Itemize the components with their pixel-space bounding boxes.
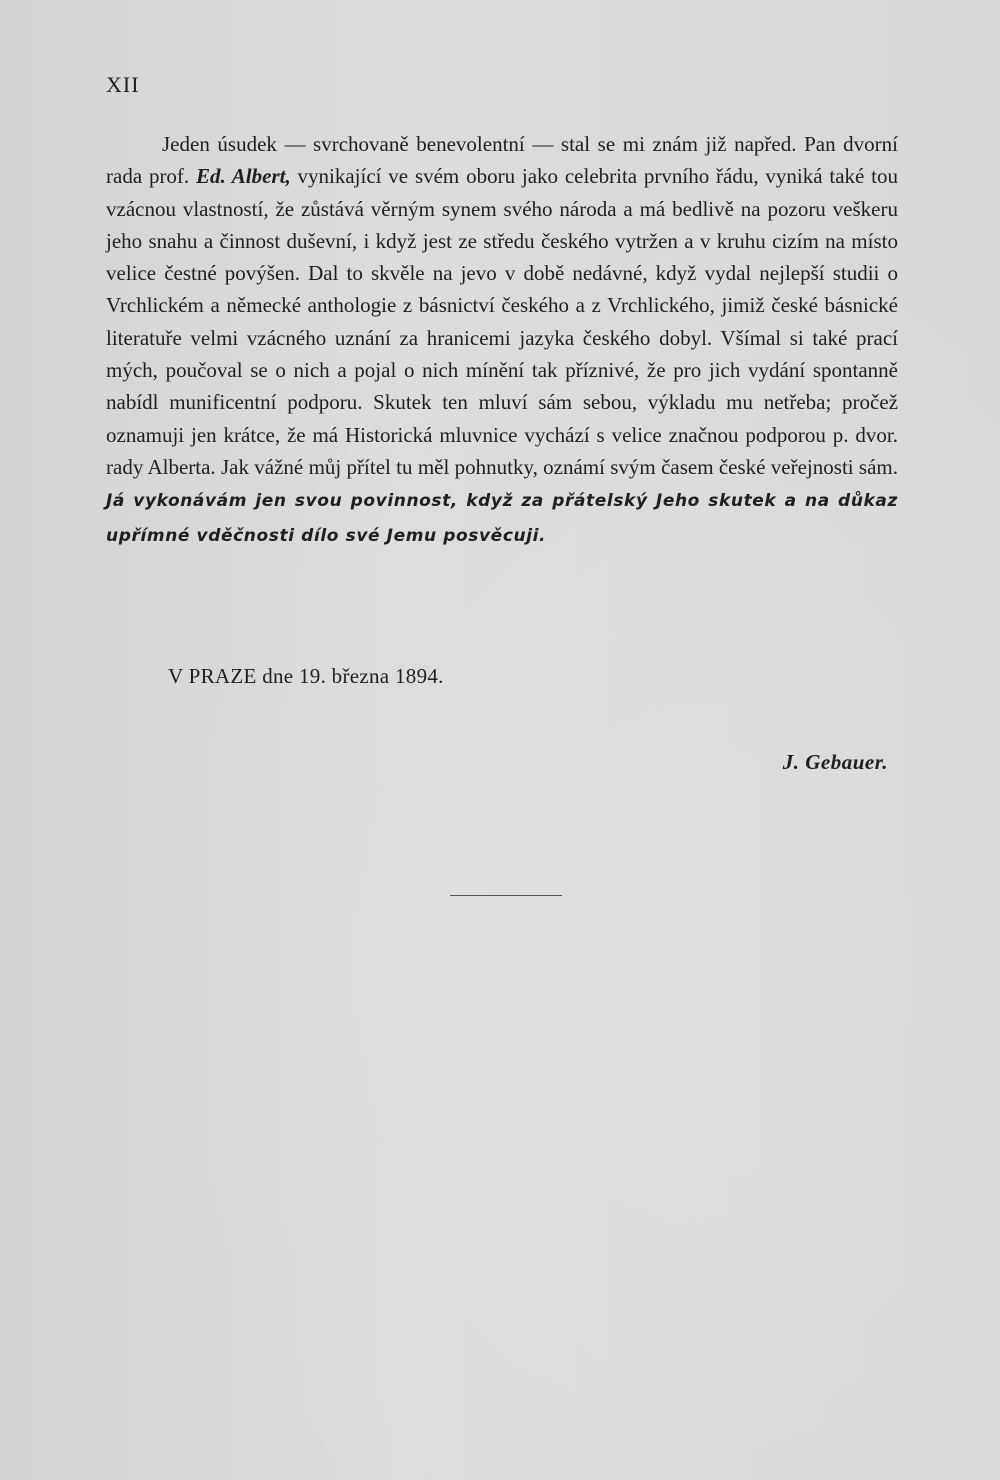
paragraph-text-part-2: vynikající ve svém oboru jako celebrita prvního řádu, vyniká také tou vzácnou vlastností, že zůstává věrným synem svého národa a má bedlivě na pozoru veškeru jeho snahu a činnost duševní, i když jest ze středu českého vytržen a v kruhu cizím na místo velice čestné povýšen. Dal to skvěle na jevo v době nedávné, když vydal nejlepší studii o Vrchlickém a německé anthologie z básnictví českého a z Vrchlického, jimiž české básnické literatuře velmi vzácného uznání za hranicemi jazyka českého dobyl. Všímal si také prací mých, poučoval se o nich a pojal o nich mínění tak příznivé, že pro jich vydání spontanně nabídl munificentní podporu. Skutek ten mluví sám sebou, výkladu mu netřeba; pročež oznamuji jen krátce, že má Historická mluvnice vychází s velice značnou podporou p. dvor. rady Alberta. Jak vážné můj přítel tu měl pohnutky, oznámí svým časem české veřejnosti sám. — [106, 164, 899, 479]
signature: J. Gebauer. — [782, 750, 888, 774]
paragraph — [106, 128, 898, 552]
name-albert: Ed. Albert, — [196, 164, 291, 189]
body-text — [106, 128, 898, 552]
paragraph-text-part-1: Jeden úsudek — svrchovaně benevolentní — stal se mi znám již napřed. Pan dvorní rada prof. — [106, 132, 898, 189]
page-number: XII — [106, 72, 140, 97]
place-date: V PRAZE dne 19. března 1894. — [168, 664, 444, 688]
divider-rule — [450, 895, 562, 896]
dedication-emphasis: Já vykonávám jen svou povinnost, když za přátelský Jeho skutek a na důkaz upřímné vděčnosti dílo své Jemu posvěcuji. — [106, 491, 898, 546]
